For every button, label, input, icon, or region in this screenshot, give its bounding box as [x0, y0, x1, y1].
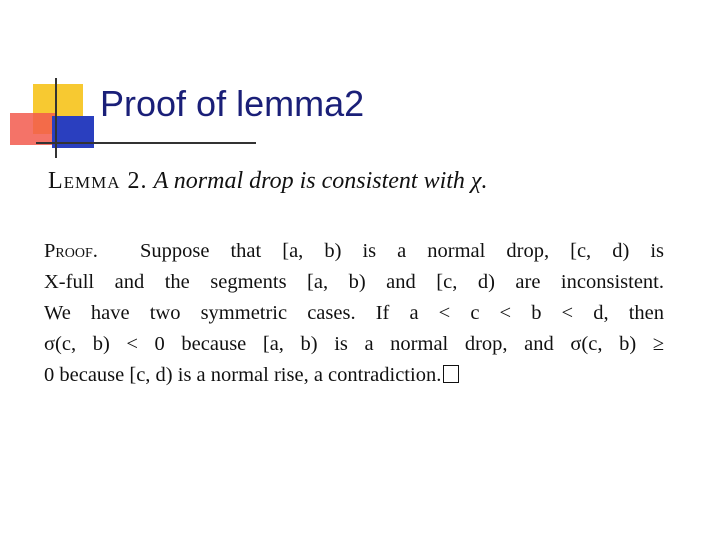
- slide-title: Proof of lemma2: [100, 83, 365, 124]
- proof-line-1: [44, 236, 664, 267]
- qed-box-icon: [443, 365, 459, 383]
- proof-line-5: [44, 360, 664, 391]
- lemma-label: Lemma 2.: [48, 168, 148, 194]
- proof-text-5: 0 because [c, d) is a normal rise, a contradiction.: [44, 364, 442, 386]
- decor-red-bar: [10, 113, 56, 145]
- proof-label: Proof.: [44, 240, 98, 262]
- lemma-statement: [48, 168, 487, 195]
- proof-line-3: We have two symmetric cases. If a < c < b < d, then: [44, 302, 664, 324]
- decor-horizontal-line: [36, 142, 256, 144]
- lemma-text: A normal drop is consistent with χ.: [153, 168, 488, 194]
- decor-vertical-line: [55, 78, 57, 158]
- proof-line-4: σ(c, b) < 0 because [a, b) is a normal drop, and σ(c, b) ≥: [44, 333, 664, 355]
- proof-text-1: Suppose that [a, b) is a normal drop, [c, d) is: [139, 240, 665, 262]
- proof-block: [44, 236, 684, 391]
- proof-line-2: X-full and the segments [a, b) and [c, d) are inconsistent.: [44, 271, 664, 293]
